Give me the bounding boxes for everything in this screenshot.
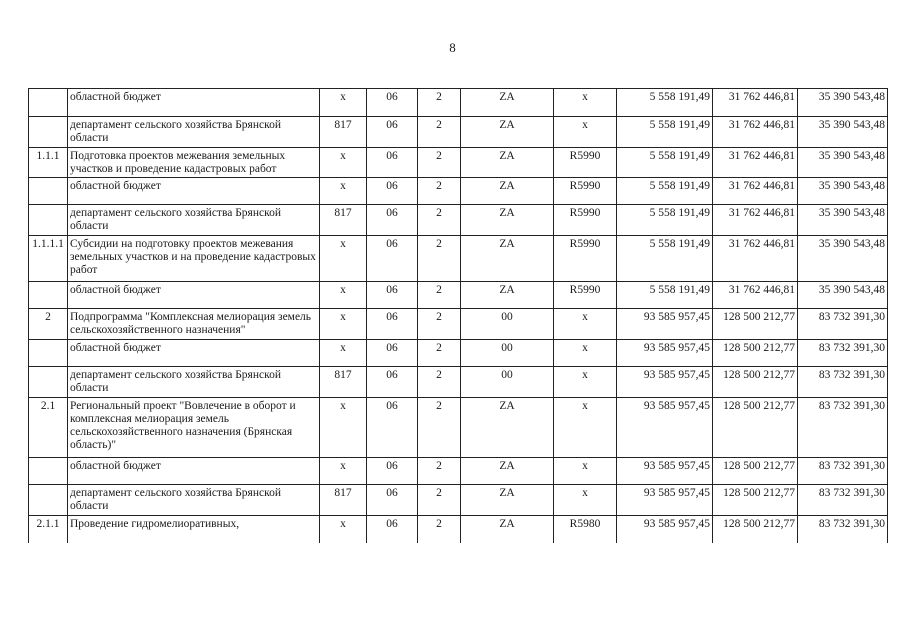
row-number-cell [29,485,68,516]
row-name-cell: Подготовка проектов межевания земельных участков и проведение кадастровых работ [68,148,320,178]
table-row [29,236,888,282]
row-name-cell: областной бюджет [68,340,320,367]
target-article-cell: ZA [461,117,554,148]
grbs-cell: х [320,89,367,117]
amount-year2-cell: 31 762 446,81 [713,236,798,282]
row-number-cell [29,205,68,236]
table-row [29,89,888,117]
amount-year2-cell: 128 500 212,77 [713,516,798,543]
section-cell: 06 [367,340,418,367]
amount-year1-cell: 93 585 957,45 [617,398,713,458]
target-article-cell: ZA [461,236,554,282]
subsection-cell: 2 [418,458,461,485]
target-article-cell: 00 [461,367,554,398]
subsection-cell: 2 [418,309,461,340]
table-row [29,516,888,543]
row-name-cell: Проведение гидромелиоративных, [68,516,320,543]
subsection-cell: 2 [418,178,461,205]
table-row [29,148,888,178]
grbs-cell: 817 [320,367,367,398]
section-cell: 06 [367,367,418,398]
grbs-cell: 817 [320,117,367,148]
table-row [29,340,888,367]
grbs-cell: х [320,309,367,340]
section-cell: 06 [367,178,418,205]
target-article-cell: ZA [461,516,554,543]
amount-year2-cell: 31 762 446,81 [713,178,798,205]
amount-year3-cell: 35 390 543,48 [798,148,888,178]
grbs-cell: х [320,236,367,282]
amount-year2-cell: 31 762 446,81 [713,89,798,117]
expense-type-cell: х [554,458,617,485]
budget-table-body [29,89,888,543]
expense-type-cell: х [554,340,617,367]
amount-year3-cell: 35 390 543,48 [798,89,888,117]
amount-year2-cell: 128 500 212,77 [713,309,798,340]
row-name-cell: Подпрограмма "Комплексная мелиорация земель сельскохозяйственного назначения" [68,309,320,340]
row-name-cell: департамент сельского хозяйства Брянской области [68,485,320,516]
table-row [29,458,888,485]
row-number-cell [29,340,68,367]
grbs-cell: х [320,516,367,543]
amount-year2-cell: 128 500 212,77 [713,458,798,485]
amount-year3-cell: 35 390 543,48 [798,178,888,205]
amount-year3-cell: 35 390 543,48 [798,236,888,282]
expense-type-cell: R5980 [554,516,617,543]
grbs-cell: х [320,458,367,485]
grbs-cell: х [320,282,367,309]
section-cell: 06 [367,89,418,117]
amount-year2-cell: 31 762 446,81 [713,205,798,236]
target-article-cell: 00 [461,340,554,367]
amount-year2-cell: 31 762 446,81 [713,282,798,309]
subsection-cell: 2 [418,398,461,458]
amount-year2-cell: 128 500 212,77 [713,340,798,367]
expense-type-cell: R5990 [554,205,617,236]
target-article-cell: 00 [461,309,554,340]
page-number: 8 [449,40,456,55]
target-article-cell: ZA [461,178,554,205]
expense-type-cell: х [554,367,617,398]
grbs-cell: х [320,340,367,367]
section-cell: 06 [367,485,418,516]
section-cell: 06 [367,282,418,309]
amount-year1-cell: 93 585 957,45 [617,458,713,485]
target-article-cell: ZA [461,282,554,309]
subsection-cell: 2 [418,367,461,398]
table-row [29,282,888,309]
amount-year3-cell: 35 390 543,48 [798,117,888,148]
row-name-cell: департамент сельского хозяйства Брянской области [68,367,320,398]
amount-year2-cell: 128 500 212,77 [713,367,798,398]
section-cell: 06 [367,148,418,178]
amount-year1-cell: 5 558 191,49 [617,205,713,236]
target-article-cell: ZA [461,89,554,117]
section-cell: 06 [367,516,418,543]
amount-year3-cell: 83 732 391,30 [798,340,888,367]
section-cell: 06 [367,205,418,236]
expense-type-cell: R5990 [554,178,617,205]
section-cell: 06 [367,398,418,458]
row-number-cell: 2.1 [29,398,68,458]
row-number-cell [29,178,68,205]
row-number-cell [29,89,68,117]
expense-type-cell: R5990 [554,282,617,309]
row-number-cell: 2.1.1 [29,516,68,543]
amount-year2-cell: 31 762 446,81 [713,117,798,148]
table-row [29,178,888,205]
amount-year3-cell: 35 390 543,48 [798,205,888,236]
target-article-cell: ZA [461,398,554,458]
target-article-cell: ZA [461,458,554,485]
table-row [29,398,888,458]
amount-year1-cell: 5 558 191,49 [617,148,713,178]
expense-type-cell: х [554,485,617,516]
row-name-cell: Субсидии на подготовку проектов межевания земельных участков и на проведение кадастровых работ [68,236,320,282]
amount-year1-cell: 5 558 191,49 [617,282,713,309]
expense-type-cell: х [554,398,617,458]
expense-type-cell: х [554,117,617,148]
amount-year1-cell: 5 558 191,49 [617,236,713,282]
subsection-cell: 2 [418,89,461,117]
amount-year1-cell: 5 558 191,49 [617,89,713,117]
row-number-cell: 1.1.1 [29,148,68,178]
expense-type-cell: R5990 [554,236,617,282]
grbs-cell: 817 [320,205,367,236]
subsection-cell: 2 [418,340,461,367]
row-number-cell: 1.1.1.1 [29,236,68,282]
row-name-cell: департамент сельского хозяйства Брянской области [68,205,320,236]
amount-year1-cell: 5 558 191,49 [617,178,713,205]
table-row [29,309,888,340]
target-article-cell: ZA [461,205,554,236]
amount-year2-cell: 128 500 212,77 [713,485,798,516]
row-name-cell: областной бюджет [68,458,320,485]
grbs-cell: 817 [320,485,367,516]
expense-type-cell: х [554,309,617,340]
subsection-cell: 2 [418,282,461,309]
section-cell: 06 [367,309,418,340]
amount-year1-cell: 93 585 957,45 [617,309,713,340]
row-name-cell: департамент сельского хозяйства Брянской области [68,117,320,148]
subsection-cell: 2 [418,516,461,543]
subsection-cell: 2 [418,236,461,282]
subsection-cell: 2 [418,148,461,178]
row-name-cell: областной бюджет [68,178,320,205]
subsection-cell: 2 [418,205,461,236]
amount-year3-cell: 83 732 391,30 [798,485,888,516]
amount-year3-cell: 83 732 391,30 [798,458,888,485]
row-number-cell: 2 [29,309,68,340]
section-cell: 06 [367,458,418,485]
row-number-cell [29,117,68,148]
subsection-cell: 2 [418,485,461,516]
amount-year3-cell: 83 732 391,30 [798,309,888,340]
grbs-cell: х [320,178,367,205]
amount-year3-cell: 83 732 391,30 [798,398,888,458]
budget-table [28,88,888,543]
row-name-cell: областной бюджет [68,282,320,309]
table-row [29,367,888,398]
amount-year1-cell: 93 585 957,45 [617,516,713,543]
row-name-cell: Региональный проект "Вовлечение в оборот и комплексная мелиорация земель сельскохозяйственного назначения (Брянская область)" [68,398,320,458]
table-row [29,117,888,148]
table-row [29,485,888,516]
target-article-cell: ZA [461,485,554,516]
section-cell: 06 [367,236,418,282]
amount-year2-cell: 128 500 212,77 [713,398,798,458]
amount-year2-cell: 31 762 446,81 [713,148,798,178]
amount-year1-cell: 5 558 191,49 [617,117,713,148]
expense-type-cell: х [554,89,617,117]
amount-year1-cell: 93 585 957,45 [617,485,713,516]
expense-type-cell: R5990 [554,148,617,178]
amount-year3-cell: 35 390 543,48 [798,282,888,309]
target-article-cell: ZA [461,148,554,178]
grbs-cell: х [320,148,367,178]
row-name-cell: областной бюджет [68,89,320,117]
section-cell: 06 [367,117,418,148]
row-number-cell [29,282,68,309]
grbs-cell: х [320,398,367,458]
row-number-cell [29,458,68,485]
amount-year1-cell: 93 585 957,45 [617,340,713,367]
amount-year1-cell: 93 585 957,45 [617,367,713,398]
amount-year3-cell: 83 732 391,30 [798,516,888,543]
row-number-cell [29,367,68,398]
table-row [29,205,888,236]
subsection-cell: 2 [418,117,461,148]
amount-year3-cell: 83 732 391,30 [798,367,888,398]
